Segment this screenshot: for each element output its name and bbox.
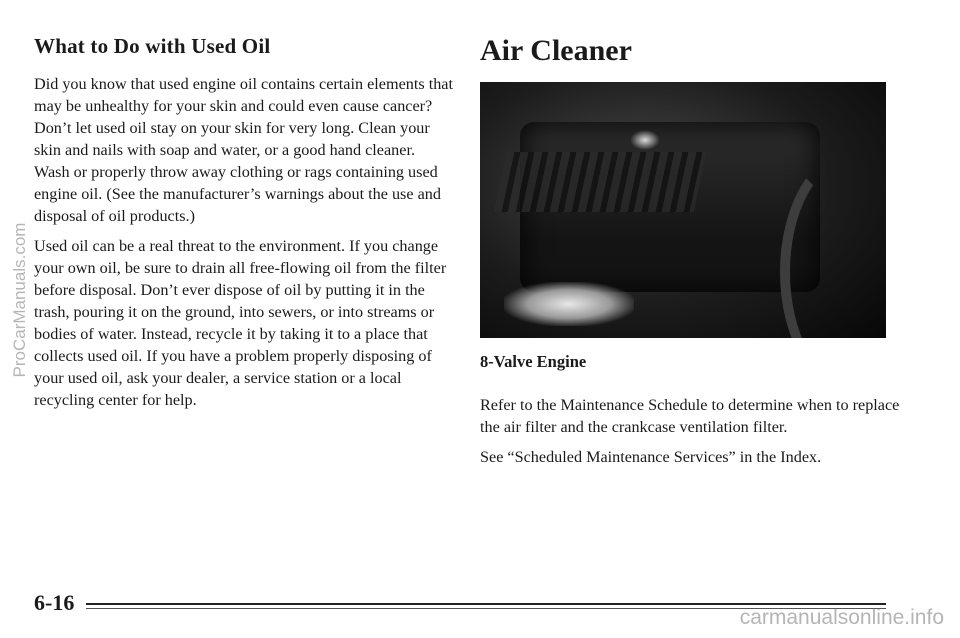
photo-caption: 8-Valve Engine [480,352,587,371]
photo-highlight [504,282,634,326]
used-oil-paragraph-2: Used oil can be a real threat to the environment. If you change your own oil, be sure to drain all free-flowing oil from the filter before disposal. Don’t ever dispose of oil by putting it in the trash, pouring it on the ground, into sewers, or into streams or bodies of water. Instead, recycle it by taking it to a place that collects used oil. If you have a problem properly disposing of your used oil, ask your dealer, a service station or a local recycling center for help. [34,237,447,409]
air-cleaner-paragraph-2: See “Scheduled Maintenance Services” in the Index. [480,448,822,466]
left-column [34,34,454,419]
engine-ribs [494,152,707,212]
air-cleaner-heading: Air Cleaner [480,34,632,67]
footer-rule [86,603,886,605]
side-watermark: ProCarManuals.com [10,222,29,378]
page-number: 6-16 [34,590,75,615]
bottom-watermark: carmanualsonline.info [739,606,944,629]
right-column [480,34,900,476]
used-oil-heading: What to Do with Used Oil [34,34,271,58]
used-oil-paragraph-1: Did you know that used engine oil contains certain elements that may be unhealthy for your skin and could even cause cancer? Don’t let used oil stay on your skin for very long. Clean your skin and nails with soap and water, or a good hand cleaner. Wash or properly throw away clothing or rags containing used engine oil. (See the manufacturer’s warnings about the use and disposal of oil products.) [34,75,453,225]
photo-highlight-small [630,130,660,150]
air-cleaner-paragraph-1: Refer to the Maintenance Schedule to determine when to replace the air filter and the crankcase ventilation filter. [480,396,900,436]
engine-photo [480,82,886,338]
